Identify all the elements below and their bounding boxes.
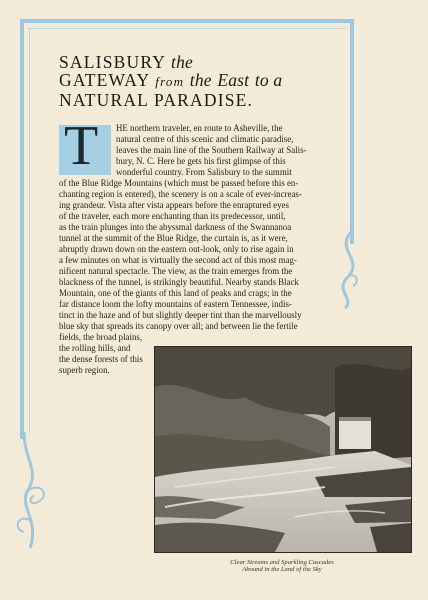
body-line: chanting region is entered), the scenery is on a scale of ever-increas- <box>59 189 302 199</box>
body-line: tunnel at the summit of the Blue Ridge, the curtain is, as it were, <box>59 233 288 243</box>
title-word-gateway: GATEWAY <box>59 70 150 90</box>
scroll-ornament-left-bottom <box>10 430 60 550</box>
body-line: fields, the broad plains, <box>59 332 143 342</box>
body-line: leaves the main line of the Southern Railway at Salis- <box>116 145 307 155</box>
body-line: ing grandeur. Vista after vista appears before the enraptured eyes <box>59 200 289 210</box>
page-title <box>59 53 349 109</box>
title-word-to-a: to a <box>254 70 283 90</box>
body-line: blue sky that spreads its canopy over all; and between lie the fertile <box>59 321 298 331</box>
body-line: as the train plunges into the abyssmal darkness of the Swannanoa <box>59 222 292 232</box>
frame-inner-left-rule <box>29 28 30 433</box>
cascade-photo-image <box>155 347 411 552</box>
title-line-2 <box>59 71 349 91</box>
body-line: the rolling hills, and <box>59 343 131 353</box>
caption-line-2: Abound in the Land of the Sky <box>242 566 322 574</box>
photo-caption <box>154 559 410 573</box>
frame-inner-top-rule <box>28 28 346 29</box>
body-line: HE northern traveler, en route to Asheville, the <box>116 123 283 133</box>
body-line: tinct in the haze and of but slightly deeper tint than the marvellously <box>59 310 302 320</box>
body-line: Mountain, one of the giants of this land of peaks and crags; in the <box>59 288 292 298</box>
body-line: the dense forests of this <box>59 354 143 364</box>
body-line: superb region. <box>59 365 110 375</box>
title-word-from: from <box>155 74 185 89</box>
body-line: natural centre of this scenic and climatic paradise, <box>116 134 294 144</box>
body-line: wonderful country. From Salisbury to the summit <box>116 167 292 177</box>
body-line: of the Blue Ridge Mountains (which must be passed before this en- <box>59 178 299 188</box>
frame-right-rule <box>350 19 354 244</box>
body-line: nificent natural spectacle. The view, as the train emerges from the <box>59 266 293 276</box>
title-word-the-2: the <box>189 70 212 90</box>
title-line-1 <box>59 53 349 71</box>
caption-line-1: Clear Streams and Sparkling Cascades <box>230 559 334 566</box>
body-line: a few minutes on what is virtually the second act of this most mag- <box>59 255 297 265</box>
title-word-east: East <box>217 70 250 90</box>
title-word-salisbury: SALISBURY <box>59 52 166 72</box>
body-line: far distance loom the lofty mountains of eastern Tennessee, indis- <box>59 299 292 309</box>
title-word-the: the <box>171 52 193 72</box>
title-line-3: NATURAL PARADISE. <box>59 90 254 110</box>
dropcap-letter: T <box>64 115 99 177</box>
body-line: bury, N. C. Here he gets his first glimpse of this <box>116 156 286 166</box>
cascade-photograph <box>154 346 412 553</box>
body-line: blackness of the tunnel, is strikingly beautiful. Nearby stands Black <box>59 277 299 287</box>
frame-left-rule <box>20 19 24 439</box>
body-line: of the traveler, each more enchanting than its predecessor, until, <box>59 211 286 221</box>
scroll-ornament-right <box>325 230 365 310</box>
body-line: abruptly drawn down on the eastern out-look, only to rise again in <box>59 244 294 254</box>
frame-top-rule <box>20 19 354 23</box>
